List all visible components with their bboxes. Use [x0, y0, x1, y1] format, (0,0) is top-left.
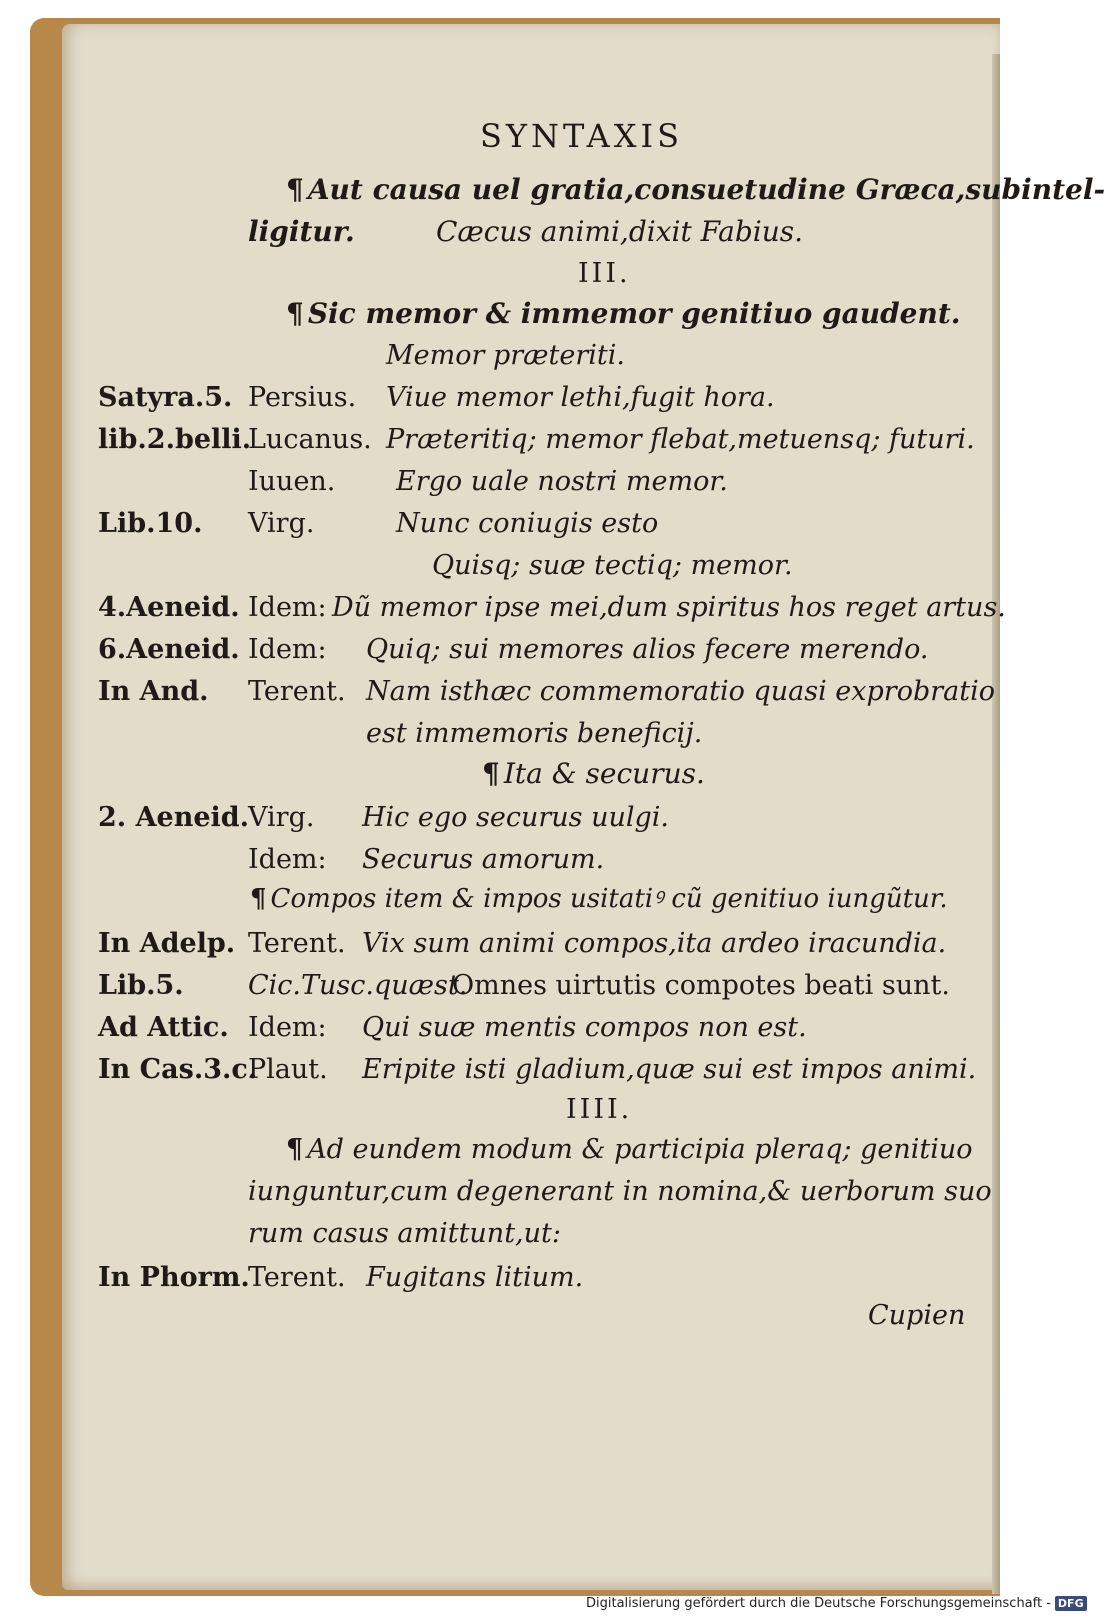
quote-line: Fugitans litium. [366, 1262, 584, 1293]
quote-line: Securus amorum. [362, 844, 605, 875]
pilcrow-icon: ¶ [286, 173, 304, 206]
margin-reference: Lib.10. [98, 508, 203, 539]
paragraph-line: ligitur. [248, 215, 355, 248]
rule-line: ¶ Sic memor & immemor genitiuo gaudent. [286, 297, 961, 330]
margin-reference: lib.2.belli. [98, 424, 252, 455]
author-name: Idem: [248, 634, 327, 665]
margin-reference: In Adelp. [98, 928, 236, 959]
author-name: Terent. [248, 676, 346, 707]
margin-reference: Satyra.5. [98, 382, 233, 413]
paragraph-line: ¶ Ad eundem modum & participia pleraq; genitiuo [286, 1134, 973, 1165]
running-head: SYNTAXIS [480, 117, 684, 155]
quote-line: Cæcus animi,dixit Fabius. [436, 215, 803, 248]
footer-text: Digitalisierung gefördert durch die Deutsche Forschungsgemeinschaft - [586, 1596, 1051, 1611]
author-name: Cic.Tusc.quæst. [248, 970, 468, 1001]
paragraph-line: rum casus amittunt,ut: [248, 1218, 561, 1249]
quote-line: Præteritiq; memor flebat,metuensq; futuri. [386, 424, 975, 455]
section-numeral: III. [578, 258, 631, 289]
paragraph-line: iunguntur,cum degenerant in nomina,& uerborum suo [248, 1176, 992, 1207]
quote-line: Nunc coniugis esto [396, 508, 659, 539]
author-name: Idem: [248, 592, 327, 623]
margin-reference: In Cas.3.c. [98, 1054, 258, 1085]
pilcrow-icon: ¶ [286, 297, 304, 330]
author-name: Terent. [248, 928, 346, 959]
example-line: Memor præteriti. [386, 340, 625, 371]
margin-reference: In Phorm. [98, 1262, 250, 1293]
margin-reference: 2. Aeneid. [98, 802, 250, 833]
author-name: Plaut. [248, 1054, 328, 1085]
pilcrow-icon: ¶ [250, 884, 267, 914]
quote-line: Nam isthæc commemoratio quasi exprobratio [366, 676, 995, 707]
quote-line: Dũ memor ipse mei,dum spiritus hos reget artus. [332, 592, 1006, 623]
margin-reference: Lib.5. [98, 970, 184, 1001]
quote-line: Eripite isti gladium,quæ sui est impos animi. [362, 1054, 977, 1085]
digitization-footer [586, 1596, 1087, 1611]
catchword: Cupien [868, 1300, 966, 1331]
pilcrow-icon: ¶ [286, 1134, 304, 1165]
quote-line: est immemoris beneficij. [366, 718, 703, 749]
author-name: Iuuen. [248, 466, 336, 497]
quote-line: Ergo uale nostri memor. [396, 466, 728, 497]
author-name: Lucanus. [248, 424, 372, 455]
author-name: Idem: [248, 844, 327, 875]
quote-line: Quiq; sui memores alios fecere merendo. [366, 634, 929, 665]
quote-line: Vix sum animi compos,ita ardeo iracundia. [362, 928, 947, 959]
margin-reference: 6.Aeneid. [98, 634, 240, 665]
rule-line: ¶ Compos item & impos usitatiꝰ cũ genitiuo iungũtur. [250, 884, 948, 914]
author-name: Terent. [248, 1262, 346, 1293]
quote-line: Hic ego securus uulgi. [362, 802, 669, 833]
pilcrow-icon: ¶ [482, 757, 500, 790]
rule-line: ¶ Ita & securus. [482, 757, 705, 790]
margin-reference: Ad Attic. [98, 1012, 229, 1043]
paragraph-line: ¶ Aut causa uel gratia,consuetudine Græca,subintel- [286, 173, 1105, 206]
quote-line: Omnes uirtutis compotes beati sunt. [452, 970, 950, 1001]
quote-line: Quisq; suæ tectiq; memor. [432, 550, 793, 581]
section-numeral: IIII. [566, 1094, 633, 1125]
margin-reference: In And. [98, 676, 209, 707]
quote-line: Viue memor lethi,fugit hora. [386, 382, 775, 413]
margin-reference: 4.Aeneid. [98, 592, 240, 623]
author-name: Persius. [248, 382, 357, 413]
author-name: Idem: [248, 1012, 327, 1043]
author-name: Virg. [248, 508, 315, 539]
dfg-logo: DFG [1055, 1596, 1087, 1611]
page-edge [992, 54, 1000, 1594]
author-name: Virg. [248, 802, 315, 833]
quote-line: Qui suæ mentis compos non est. [362, 1012, 807, 1043]
